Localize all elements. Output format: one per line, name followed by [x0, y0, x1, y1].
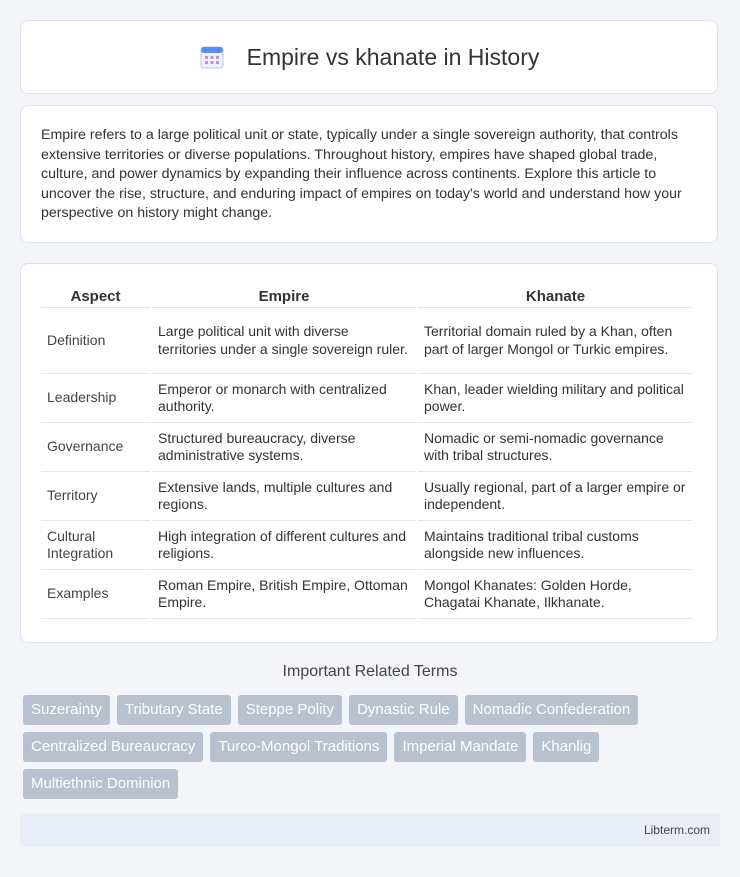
intro-card — [20, 105, 718, 243]
table-cell-aspect: Territory — [41, 472, 150, 521]
related-term-tag[interactable]: Multiethnic Dominion — [23, 769, 178, 799]
table-row — [41, 374, 693, 423]
footer-brand-link[interactable]: Libterm.com — [643, 823, 710, 837]
table-cell-aspect: Definition — [41, 308, 150, 374]
table-cell-empire: Structured bureaucracy, diverse administrative systems. — [152, 423, 416, 472]
table-cell-aspect: Examples — [41, 570, 150, 619]
related-terms-list — [23, 695, 723, 799]
intro-text: Empire refers to a large political unit or state, typically under a single sovereign authority, that controls extensive territories or diverse populations. Throughout history, empires have shaped global trade, culture, and power dynamics by expanding their influence across continents. Explore this article to uncover the rise, structure, and enduring impact of empires on today's world and understand how your perspective on history might change. — [41, 127, 682, 221]
related-term-tag[interactable]: Turco-Mongol Traditions — [210, 732, 387, 762]
table-row — [41, 308, 693, 374]
related-term-tag[interactable]: Dynastic Rule — [349, 695, 458, 725]
related-term-tag[interactable]: Centralized Bureaucracy — [23, 732, 203, 762]
related-term-tag[interactable]: Nomadic Confederation — [465, 695, 639, 725]
page-title: Empire vs khanate in History — [246, 43, 540, 70]
table-cell-khanate: Khan, leader wielding military and political power. — [418, 374, 693, 423]
related-term-tag[interactable]: Tributary State — [117, 695, 231, 725]
header-empire: Empire — [152, 282, 416, 308]
table-row — [41, 570, 693, 619]
related-term-tag[interactable]: Imperial Mandate — [394, 732, 526, 762]
header-card — [20, 20, 718, 94]
related-terms-title: Important Related Terms — [282, 663, 458, 680]
table-cell-khanate: Nomadic or semi-nomadic governance with tribal structures. — [418, 423, 693, 472]
table-cell-khanate: Territorial domain ruled by a Khan, often part of larger Mongol or Turkic empires. — [418, 308, 693, 374]
table-row — [41, 472, 693, 521]
table-row — [41, 521, 693, 570]
table-cell-khanate: Maintains traditional tribal customs alongside new influences. — [418, 521, 693, 570]
table-cell-empire: Large political unit with diverse territories under a single sovereign ruler. — [152, 308, 416, 374]
table-cell-khanate: Mongol Khanates: Golden Horde, Chagatai Khanate, Ilkhanate. — [418, 570, 693, 619]
footer — [20, 813, 720, 847]
table-cell-empire: Extensive lands, multiple cultures and regions. — [152, 472, 416, 521]
table-header-row — [41, 282, 693, 308]
related-term-tag[interactable]: Khanlig — [533, 732, 599, 762]
table-cell-khanate: Usually regional, part of a larger empire or independent. — [418, 472, 693, 521]
header-aspect: Aspect — [41, 282, 150, 308]
related-term-tag[interactable]: Steppe Polity — [238, 695, 342, 725]
related-term-tag[interactable]: Suzerainty — [23, 695, 110, 725]
comparison-table — [39, 282, 695, 619]
table-cell-aspect: Cultural Integration — [41, 521, 150, 570]
table-cell-empire: Roman Empire, British Empire, Ottoman Empire. — [152, 570, 416, 619]
calendar-icon — [199, 44, 225, 70]
header-khanate: Khanate — [418, 282, 693, 308]
table-cell-aspect: Leadership — [41, 374, 150, 423]
table-cell-aspect: Governance — [41, 423, 150, 472]
table-cell-empire: High integration of different cultures and religions. — [152, 521, 416, 570]
table-row — [41, 423, 693, 472]
table-cell-empire: Emperor or monarch with centralized authority. — [152, 374, 416, 423]
comparison-card — [20, 263, 718, 643]
